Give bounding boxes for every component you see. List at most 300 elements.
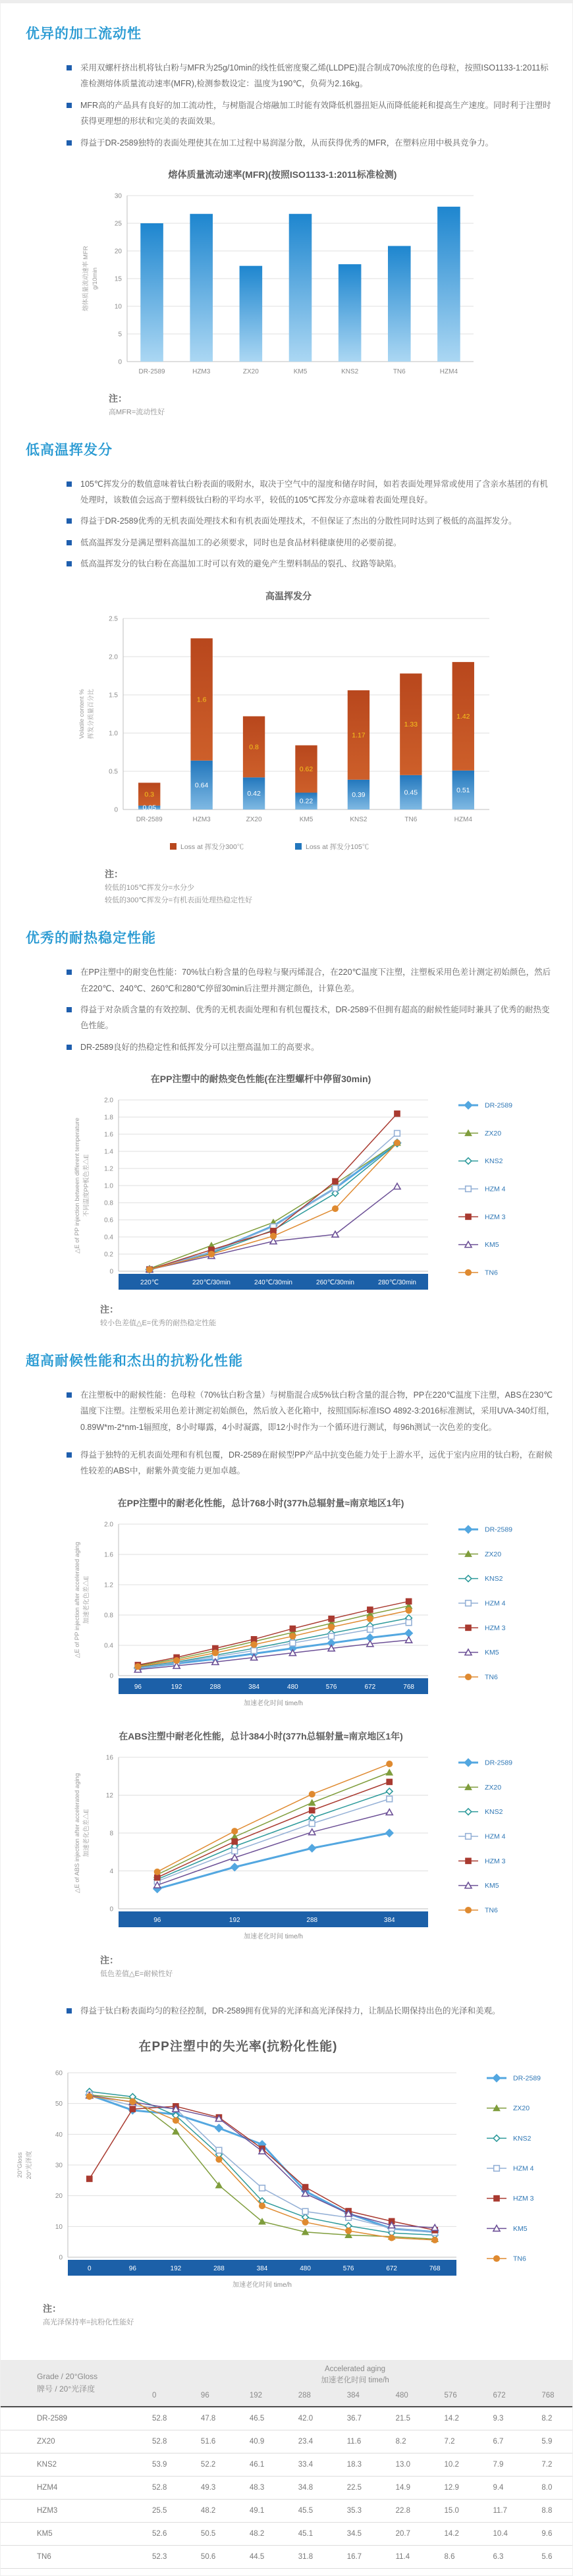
gloss-value-cell: 22.8: [381, 2500, 430, 2523]
svg-text:0.8: 0.8: [104, 1199, 113, 1207]
svg-text:HZM 3: HZM 3: [485, 1857, 506, 1865]
svg-text:0: 0: [109, 1905, 113, 1913]
svg-text:HZM 4: HZM 4: [485, 1185, 506, 1193]
svg-text:16: 16: [105, 1754, 113, 1762]
gloss-value-cell: 50.6: [186, 2546, 235, 2569]
gloss-value-cell: 49.1: [235, 2500, 284, 2523]
svg-text:加速老化时间 time/h: 加速老化时间 time/h: [232, 2281, 292, 2289]
svg-text:672: 672: [386, 2264, 398, 2272]
svg-text:0.64: 0.64: [194, 781, 209, 789]
svg-text:ZX20: ZX20: [485, 1550, 502, 1558]
gloss-value-cell: 7.2: [430, 2430, 479, 2453]
svg-text:g/10min: g/10min: [92, 267, 99, 290]
svg-text:DR-2589: DR-2589: [138, 368, 165, 375]
time-col-header: 288: [284, 2390, 333, 2407]
svg-text:0.4: 0.4: [104, 1642, 113, 1650]
svg-text:672: 672: [364, 1683, 376, 1691]
table-row: [1, 2477, 572, 2500]
svg-text:12: 12: [105, 1792, 113, 1799]
gloss-value-cell: 33.4: [284, 2453, 333, 2477]
bullet-text: 在PP注塑中的耐变色性能：70%钛白粉含量的色母粒与聚丙烯混合，在220℃温度下注塑，注塑板采用色差计测定初始颜色，然后在220℃、240℃、260℃和280℃停留30min后注塑并测定颜色，计算色差。: [80, 968, 551, 993]
svg-text:50: 50: [55, 2100, 63, 2108]
grade-header-cn: 牌号 / 20°光泽度: [37, 2384, 96, 2394]
svg-text:0.42: 0.42: [247, 789, 261, 798]
svg-text:HZM 4: HZM 4: [485, 1599, 506, 1608]
svg-text:96: 96: [153, 1916, 161, 1924]
svg-text:Loss at 挥发分105℃: Loss at 挥发分105℃: [306, 842, 369, 851]
svg-text:384: 384: [248, 1683, 259, 1691]
svg-text:30: 30: [55, 2162, 63, 2170]
mfr-bar-chart: [78, 186, 487, 384]
svg-text:0.62: 0.62: [299, 765, 314, 773]
grade-cell: ZX20: [1, 2430, 138, 2453]
svg-text:HZM4: HZM4: [454, 815, 472, 823]
gloss-value-cell: 9.3: [478, 2407, 527, 2430]
svg-text:TN6: TN6: [393, 368, 406, 375]
svg-text:0.5: 0.5: [109, 768, 118, 776]
svg-text:TN6: TN6: [485, 1269, 498, 1277]
svg-text:288: 288: [306, 1916, 318, 1924]
svg-text:0.22: 0.22: [299, 797, 314, 806]
svg-text:0.6: 0.6: [104, 1217, 113, 1224]
svg-text:HZM 4: HZM 4: [513, 2164, 534, 2173]
gloss-value-cell: 5.9: [527, 2430, 572, 2453]
heat-color-line-chart: [70, 1091, 564, 1295]
gloss-value-cell: 12.9: [430, 2477, 479, 2500]
svg-text:2.0: 2.0: [109, 653, 118, 661]
bullet-text: 得益于独特的无机表面处理和有机包覆，DR-2589在耐候型PP产品中抗变色能力处于上游水平，远优于室内应用的钛白粉，在耐候性较差的ABS中，耐紫外黄变能力更加卓越。: [80, 1450, 553, 1476]
gloss-value-cell: 22.5: [333, 2477, 381, 2500]
gloss-value-cell: 45.5: [284, 2500, 333, 2523]
gloss-value-cell: 8.8: [527, 2500, 572, 2523]
table-row: [1, 2546, 572, 2569]
svg-text:KM5: KM5: [485, 1881, 499, 1890]
svg-text:1.0: 1.0: [109, 730, 118, 738]
svg-text:0: 0: [109, 1672, 113, 1680]
svg-text:40: 40: [55, 2131, 63, 2139]
gloss-value-cell: 14.9: [381, 2477, 430, 2500]
svg-text:KNS2: KNS2: [485, 1574, 503, 1583]
svg-text:1.8: 1.8: [104, 1114, 113, 1122]
svg-text:ZX20: ZX20: [513, 2104, 530, 2113]
section-processing-flow: [1, 23, 572, 420]
chart-title: 在ABS注塑中耐老化性能，总计384小时(377h总辐射量≈南京地区1年): [119, 1730, 403, 1741]
svg-text:384: 384: [256, 2264, 268, 2272]
svg-text:1.33: 1.33: [404, 720, 418, 728]
bullet-text: 低高温挥发分是满足塑料高温加工的必须要求，同时也是食品材料健康使用的必要前提。: [80, 537, 402, 547]
gloss-value-cell: 20.7: [381, 2523, 430, 2546]
svg-text:1.6: 1.6: [104, 1551, 113, 1559]
svg-text:96: 96: [134, 1683, 142, 1691]
bullet-item: [67, 1002, 555, 1034]
section1-bullets: [67, 60, 555, 151]
gloss-value-cell: 21.5: [381, 2407, 430, 2430]
grade-header-cell: [1, 2360, 138, 2407]
svg-text:0.8: 0.8: [104, 1612, 113, 1620]
note-line: 较低的300℃挥发分=有机表面处理热稳定性好: [105, 896, 253, 905]
svg-text:480: 480: [287, 1683, 298, 1691]
svg-text:DR-2589: DR-2589: [485, 1759, 513, 1767]
svg-text:ZX20: ZX20: [485, 1129, 502, 1137]
svg-text:1.5: 1.5: [109, 692, 118, 699]
chart-title: 在PP注塑中的耐热变色性能(在注塑螺杆中停留30min): [150, 1074, 371, 1085]
svg-text:HZM4: HZM4: [439, 368, 458, 375]
note-line: 高光泽保持率=抗粉化性能好: [43, 2318, 134, 2326]
svg-text:HZM 3: HZM 3: [485, 1624, 506, 1632]
gloss-value-cell: 36.7: [333, 2407, 381, 2430]
svg-text:2.0: 2.0: [104, 1097, 113, 1105]
gloss-value-cell: 9.6: [527, 2523, 572, 2546]
chart-note: [100, 1954, 564, 1981]
svg-text:0: 0: [114, 806, 118, 814]
gloss-value-cell: 8.2: [527, 2407, 572, 2430]
svg-text:288: 288: [209, 1683, 221, 1691]
bullet-item: [67, 964, 555, 997]
svg-text:ZX20: ZX20: [485, 1783, 502, 1792]
time-col-header: 480: [381, 2390, 430, 2407]
gloss-value-cell: 48.2: [186, 2500, 235, 2523]
svg-text:ZX20: ZX20: [246, 815, 262, 823]
gloss-value-cell: 11.7: [478, 2500, 527, 2523]
table-row: [1, 2407, 572, 2430]
gloss-line-chart: [13, 2064, 562, 2294]
bullet-text: 105℃挥发分的数值意味着钛白粉表面的吸附水，取决于空气中的湿度和储存时间，如若表面处理异常或使用了含亲水基团的有机处理时，该数值会远高于塑料级钛白粉的平均水平，较低的105℃挥发分亦意味着表面处理良好。: [80, 479, 548, 505]
gloss-value-cell: 18.3: [333, 2453, 381, 2477]
svg-text:240℃/30min: 240℃/30min: [254, 1279, 292, 1287]
grade-cell: KM5: [1, 2523, 138, 2546]
note-line: 较小色差值△E=优秀的耐热稳定性能: [100, 1319, 217, 1328]
svg-text:480: 480: [300, 2264, 311, 2272]
bullet-square-icon: [67, 2008, 72, 2014]
gloss-value-cell: 46.5: [235, 2407, 284, 2430]
bullet-square-icon: [67, 540, 72, 545]
gloss-value-cell: 52.8: [138, 2407, 186, 2430]
bullet-text: 得益于DR-2589独特的表面处理使其在加工过程中易润湿分散，从而获得优秀的MFR，在塑料应用中极具竞争力。: [80, 138, 494, 148]
section-heading: 优异的加工流动性: [26, 26, 142, 41]
time-col-header: 384: [333, 2390, 381, 2407]
chart-note: [100, 1303, 564, 1330]
gloss-value-cell: 48.2: [235, 2523, 284, 2546]
svg-text:4: 4: [109, 1867, 113, 1875]
gloss-value-cell: 10.2: [430, 2453, 479, 2477]
table-header: [1, 2360, 572, 2407]
svg-text:KNS2: KNS2: [485, 1157, 503, 1166]
svg-text:Volatile content %: Volatile content %: [78, 688, 86, 739]
time-col-header: 192: [235, 2390, 284, 2407]
svg-text:0.39: 0.39: [352, 790, 366, 799]
bullet-square-icon: [67, 1045, 72, 1050]
gloss-value-cell: 11.6: [333, 2430, 381, 2453]
svg-text:768: 768: [403, 1683, 414, 1691]
note-line: 较低的105℃挥发分=水分少: [105, 883, 195, 892]
note-label: 注：: [43, 2303, 61, 2314]
volatile-chart-block: [74, 589, 503, 908]
table-row: [1, 2523, 572, 2546]
grade-header-en: Grade / 20°Gloss: [37, 2371, 98, 2381]
table-body: [1, 2407, 572, 2569]
bullet-item: [67, 97, 555, 130]
svg-text:20°光泽度: 20°光泽度: [26, 2151, 33, 2179]
svg-text:△E of PP injection after accel: △E of PP injection after accelerated aging: [74, 1541, 81, 1658]
pp-aging-chart-block: [70, 1496, 564, 1713]
svg-text:15: 15: [114, 275, 122, 283]
svg-text:1.6: 1.6: [196, 696, 207, 704]
bullet-text: MFR高的产品具有良好的加工流动性，与树脂混合熔融加工时能有效降低机器扭矩从而降低能耗和提高生产速度。同时利于注塑时获得更理想的形状和完美的表面效果。: [80, 100, 551, 126]
svg-text:HZM 3: HZM 3: [485, 1213, 506, 1221]
svg-text:KM5: KM5: [485, 1241, 499, 1249]
svg-text:TN6: TN6: [485, 1673, 498, 1682]
svg-text:1.4: 1.4: [104, 1148, 113, 1156]
svg-text:熔体质量流动速率 MFR: 熔体质量流动速率 MFR: [82, 246, 90, 312]
svg-text:不同温度PP板色差△E: 不同温度PP板色差△E: [83, 1154, 90, 1217]
gloss-value-cell: 52.3: [138, 2546, 186, 2569]
gloss-value-cell: 52.2: [186, 2453, 235, 2477]
table-row: [1, 2453, 572, 2477]
svg-text:384: 384: [383, 1916, 395, 1924]
svg-text:0.3: 0.3: [144, 790, 155, 798]
svg-text:1.17: 1.17: [352, 730, 366, 739]
table-row: [1, 2500, 572, 2523]
svg-text:0: 0: [118, 358, 122, 366]
bullet-square-icon: [67, 1007, 72, 1012]
grade-cell: TN6: [1, 2546, 138, 2569]
bullet-square-icon: [67, 561, 72, 566]
svg-text:0: 0: [109, 1268, 113, 1276]
gloss-value-cell: 45.1: [284, 2523, 333, 2546]
svg-text:1.2: 1.2: [104, 1165, 113, 1173]
bullet-item: [67, 1387, 555, 1435]
svg-text:10: 10: [55, 2223, 63, 2231]
bullet-text: 采用双螺杆挤出机将钛白粉与MFR为25g/10min的线性低密度聚乙烯(LLDPE)混合制成70%浓度的色母粒，按照ISO1133-1:2011标准检测熔体质量流动速率(MFR),检测参数设定：温度为190℃，负荷为2.16kg。: [80, 63, 549, 89]
svg-text:220℃: 220℃: [140, 1279, 159, 1287]
gloss-value-cell: 9.4: [478, 2477, 527, 2500]
svg-text:△E of ABS injection after acce: △E of ABS injection after accelerated aging: [74, 1772, 81, 1893]
bullet-square-icon: [67, 1452, 72, 1458]
gloss-value-cell: 48.3: [235, 2477, 284, 2500]
svg-text:挥发分质量百分比: 挥发分质量百分比: [88, 688, 95, 739]
section3-bullets: [67, 964, 555, 1055]
svg-text:0.51: 0.51: [456, 786, 470, 794]
svg-text:0.8: 0.8: [249, 742, 259, 751]
svg-text:288: 288: [213, 2264, 225, 2272]
aging-header-cell: [138, 2360, 572, 2391]
bullet-square-icon: [67, 103, 72, 108]
section-volatile: [1, 439, 572, 908]
gloss-value-cell: 10.4: [478, 2523, 527, 2546]
svg-text:ZX20: ZX20: [242, 368, 259, 375]
svg-text:DR-2589: DR-2589: [136, 815, 163, 823]
chart-title: 在PP注塑中的失光率(抗粉化性能): [138, 2039, 338, 2054]
heat-color-chart-block: [70, 1072, 564, 1330]
bullet-item: [67, 556, 555, 572]
abs-aging-line-chart: [70, 1748, 564, 1946]
svg-text:576: 576: [325, 1683, 337, 1691]
time-col-header: 0: [138, 2390, 186, 2407]
gloss-value-cell: 15.0: [430, 2500, 479, 2523]
time-col-header: 96: [186, 2390, 235, 2407]
bullet-text: 低高温挥发分的钛白粉在高温加工时可以有效的避免产生塑料制品的裂孔、纹路等缺陷。: [80, 559, 402, 569]
svg-text:DR-2589: DR-2589: [513, 2074, 541, 2083]
svg-text:576: 576: [342, 2264, 354, 2272]
gloss-value-cell: 8.6: [430, 2546, 479, 2569]
svg-text:768: 768: [429, 2264, 441, 2272]
svg-text:TN6: TN6: [485, 1906, 498, 1915]
time-col-header: 672: [478, 2390, 527, 2407]
svg-text:KNS2: KNS2: [350, 815, 368, 823]
gloss-value-cell: 50.5: [186, 2523, 235, 2546]
gloss-value-cell: 14.2: [430, 2407, 479, 2430]
note-label: 注：: [100, 1304, 119, 1315]
svg-text:192: 192: [171, 1683, 182, 1691]
bullet-text: 得益于对杂质含量的有效控制、优秀的无机表面处理和有机包覆技术，DR-2589不但拥有超高的耐候性能同时兼具了优秀的耐热变色性能。: [80, 1004, 550, 1031]
time-col-header: 768: [527, 2390, 572, 2407]
svg-text:加速老化色差△E: 加速老化色差△E: [83, 1576, 90, 1624]
bullet-text: DR-2589良好的热稳定性和低挥发分可以注塑高温加工的高要求。: [80, 1042, 319, 1052]
svg-text:0.05: 0.05: [142, 804, 156, 812]
gloss-value-cell: 40.9: [235, 2430, 284, 2453]
gloss-value-cell: 25.5: [138, 2500, 186, 2523]
svg-text:25: 25: [114, 220, 122, 228]
gloss-value-cell: 13.0: [381, 2453, 430, 2477]
bullet-item: [67, 535, 555, 551]
chart-title: 高温挥发分: [265, 590, 312, 601]
note-label: 注：: [105, 868, 123, 879]
gloss-value-cell: 16.7: [333, 2546, 381, 2569]
note-label: 注：: [109, 393, 127, 404]
bullet-item: [67, 513, 555, 529]
gloss-value-cell: 6.7: [478, 2430, 527, 2453]
svg-text:10: 10: [114, 303, 122, 311]
svg-text:加速老化色差△E: 加速老化色差△E: [83, 1809, 90, 1857]
bullet-item: [67, 1039, 555, 1055]
section-weathering: [1, 1350, 572, 2569]
svg-text:0.2: 0.2: [104, 1251, 113, 1259]
bullet-square-icon: [67, 1392, 72, 1398]
gloss-value-cell: 35.3: [333, 2500, 381, 2523]
bullet-item: [67, 60, 555, 92]
bullet-text: 得益于钛白粉表面均匀的粒径控制，DR-2589拥有优异的光泽和高光泽保持力，让制品长期保持出色的光泽和美观。: [80, 2006, 501, 2016]
gloss-value-cell: 51.6: [186, 2430, 235, 2453]
svg-text:加速老化时间 time/h: 加速老化时间 time/h: [243, 1699, 304, 1707]
svg-text:1.2: 1.2: [104, 1581, 113, 1589]
svg-text:HZM3: HZM3: [192, 815, 211, 823]
grade-cell: KNS2: [1, 2453, 138, 2477]
svg-text:TN6: TN6: [513, 2255, 526, 2263]
svg-text:20: 20: [55, 2193, 63, 2201]
bullet-square-icon: [67, 481, 72, 487]
volatile-stacked-chart: [74, 608, 503, 860]
svg-text:1.6: 1.6: [104, 1131, 113, 1139]
gloss-value-cell: 23.4: [284, 2430, 333, 2453]
gloss-chart-block: [13, 2037, 562, 2330]
svg-text:20°Gloss: 20°Gloss: [16, 2152, 24, 2178]
svg-text:2.0: 2.0: [104, 1521, 113, 1529]
svg-text:280℃/30min: 280℃/30min: [378, 1279, 416, 1287]
svg-text:TN6: TN6: [404, 815, 418, 823]
note-line: 高MFR=流动性好: [109, 408, 165, 416]
time-col-header: 576: [430, 2390, 479, 2407]
gloss-value-cell: 7.2: [527, 2453, 572, 2477]
svg-text:8: 8: [109, 1830, 113, 1838]
gloss-value-cell: 31.8: [284, 2546, 333, 2569]
svg-text:60: 60: [55, 2069, 63, 2077]
svg-text:KM5: KM5: [513, 2224, 528, 2233]
svg-text:260℃/30min: 260℃/30min: [316, 1279, 354, 1287]
pp-aging-line-chart: [70, 1515, 564, 1713]
bullet-square-icon: [67, 970, 72, 975]
bullet-text: 得益于DR-2589优秀的无机表面处理技术和有机表面处理技术，不但保证了杰出的分散性同时达到了极低的高温挥发分。: [80, 516, 517, 526]
svg-text:0.4: 0.4: [104, 1234, 113, 1242]
gloss-value-cell: 34.5: [333, 2523, 381, 2546]
section4-bullets-2: [67, 2003, 555, 2019]
grade-cell: HZM3: [1, 2500, 138, 2523]
svg-text:0: 0: [87, 2264, 92, 2272]
aging-header-cn: 加速老化时间 time/h: [321, 2376, 389, 2384]
aging-header-en: Accelerated aging: [324, 2365, 386, 2373]
chart-note: [109, 392, 487, 420]
svg-text:0: 0: [59, 2254, 63, 2262]
bullet-square-icon: [67, 518, 72, 524]
grade-cell: HZM4: [1, 2477, 138, 2500]
svg-text:220℃/30min: 220℃/30min: [192, 1279, 231, 1287]
svg-text:HZM 4: HZM 4: [485, 1832, 506, 1841]
gloss-value-cell: 49.3: [186, 2477, 235, 2500]
table-row: [1, 2430, 572, 2453]
bullet-item: [67, 2003, 555, 2019]
gloss-value-cell: 52.6: [138, 2523, 186, 2546]
bullet-item: [67, 476, 555, 508]
grade-cell: DR-2589: [1, 2407, 138, 2430]
note-label: 注：: [100, 1954, 119, 1965]
svg-text:KNS2: KNS2: [485, 1807, 503, 1816]
svg-text:KM5: KM5: [299, 815, 314, 823]
gloss-value-cell: 11.4: [381, 2546, 430, 2569]
section4-bullets: [67, 1387, 555, 1479]
svg-text:DR-2589: DR-2589: [485, 1525, 513, 1534]
svg-text:Loss at 挥发分300℃: Loss at 挥发分300℃: [180, 842, 244, 851]
svg-text:HZM3: HZM3: [192, 368, 211, 375]
gloss-value-cell: 8.2: [381, 2430, 430, 2453]
bullet-text: 在注塑板中的耐候性能：色母粒（70%钛白粉含量）与树脂混合成5%钛白粉含量的混合物，PP在220℃温度下注塑，ABS在230℃温度下注塑。注塑板采用色差计测定初始颜色，然后放入老化箱中，按照国际标准ISO 4892-3:2016标准测试，采用UVA-340灯组，0.89W*m-2*nm-1辐照度，8小时曝露，4小时凝露，即12小时作为一个循环进行测试，每96h测试一次色差的变化。: [80, 1390, 555, 1432]
svg-text:HZM 3: HZM 3: [513, 2195, 534, 2203]
mfr-chart-block: [78, 168, 487, 420]
gloss-value-cell: 34.8: [284, 2477, 333, 2500]
gloss-value-cell: 47.8: [186, 2407, 235, 2430]
section-heading: 超高耐候性能和杰出的抗粉化性能: [26, 1353, 243, 1369]
gloss-value-cell: 46.1: [235, 2453, 284, 2477]
svg-text:加速老化时间 time/h: 加速老化时间 time/h: [243, 1932, 304, 1940]
chart-title: 在PP注塑中的耐老化性能，总计768小时(377h总辐射量≈南京地区1年): [117, 1497, 404, 1508]
svg-text:5: 5: [118, 331, 122, 339]
gloss-value-cell: 6.3: [478, 2546, 527, 2569]
svg-text:1.42: 1.42: [456, 712, 470, 721]
svg-text:KM5: KM5: [293, 368, 308, 375]
svg-text:KNS2: KNS2: [341, 368, 359, 375]
section-heading: 优秀的耐热稳定性能: [26, 931, 156, 946]
section-heading: 低高温挥发分: [26, 442, 113, 458]
svg-text:KM5: KM5: [485, 1648, 499, 1657]
svg-text:192: 192: [170, 2264, 182, 2272]
gloss-retention-table: [1, 2360, 572, 2569]
svg-text:1.0: 1.0: [104, 1182, 113, 1190]
bullet-item: [67, 135, 555, 151]
bullet-square-icon: [67, 65, 72, 70]
gloss-value-cell: 42.0: [284, 2407, 333, 2430]
svg-text:0.45: 0.45: [404, 788, 418, 796]
svg-text:2.5: 2.5: [109, 615, 118, 623]
chart-note: [105, 867, 503, 908]
section2-bullets: [67, 476, 555, 572]
